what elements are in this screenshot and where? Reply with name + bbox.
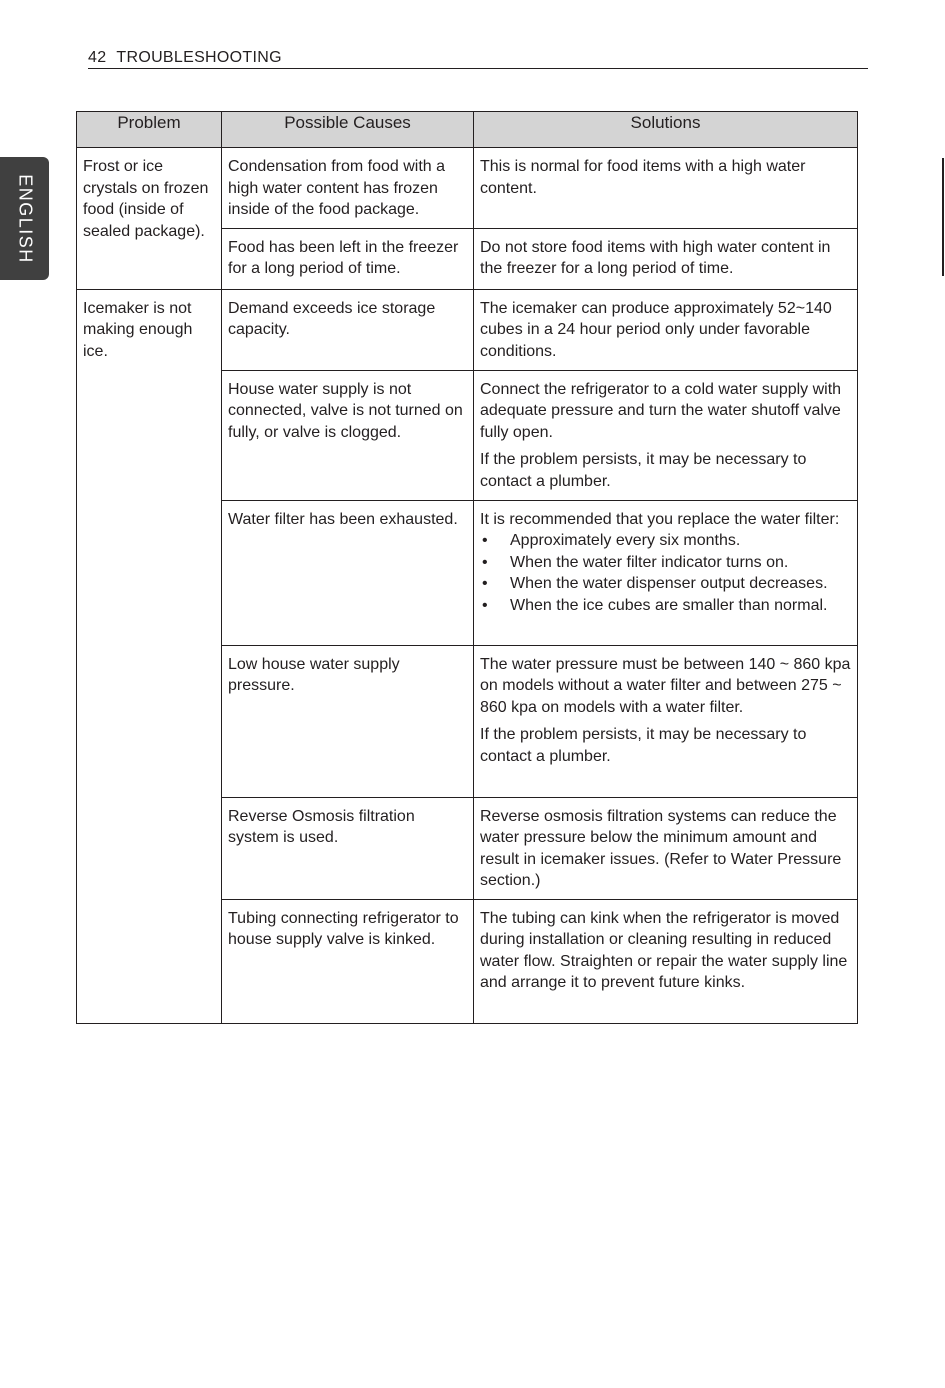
solution-text: The water pressure must be between 140 ~ 860 kpa on models without a water filter and between 275 ~ 860 kpa on models with a water filter. bbox=[480, 655, 851, 716]
solution-cell bbox=[474, 797, 858, 899]
solution-cell bbox=[474, 370, 858, 500]
solution-text: The icemaker can produce approximately 52~140 cubes in a 24 hour period only under favorable conditions. bbox=[480, 299, 832, 360]
table-row bbox=[77, 289, 858, 370]
problem-cell: Icemaker is not making enough ice. bbox=[77, 289, 222, 1023]
header-solutions: Solutions bbox=[474, 112, 858, 148]
list-item: • When the water dispenser output decreases. bbox=[480, 573, 851, 595]
page-number: 42 bbox=[88, 49, 107, 66]
solution-bullet-list bbox=[480, 530, 851, 616]
solution-text: Do not store food items with high water content in the freezer for a long period of time. bbox=[480, 238, 831, 277]
solution-text: This is normal for food items with a high water content. bbox=[480, 158, 806, 197]
cause-cell: Food has been left in the freezer for a long period of time. bbox=[222, 228, 474, 289]
list-item: • When the water filter indicator turns on. bbox=[480, 552, 851, 574]
page-header bbox=[88, 48, 868, 69]
solution-cell bbox=[474, 899, 858, 1023]
language-tab-label: ENGLISH bbox=[15, 173, 35, 264]
language-tab bbox=[0, 157, 49, 280]
solution-text: If the problem persists, it may be necessary to contact a plumber. bbox=[480, 726, 807, 765]
section-title: TROUBLESHOOTING bbox=[116, 49, 282, 66]
cause-cell: Demand exceeds ice storage capacity. bbox=[222, 289, 474, 370]
solution-text: If the problem persists, it may be necessary to contact a plumber. bbox=[480, 451, 807, 490]
problem-cell: Frost or ice crystals on frozen food (inside of sealed package). bbox=[77, 148, 222, 290]
cause-cell: Reverse Osmosis filtration system is used. bbox=[222, 797, 474, 899]
troubleshooting-table bbox=[76, 111, 858, 1024]
table-header-row bbox=[77, 112, 858, 148]
header-problem: Problem bbox=[77, 112, 222, 148]
list-item: • When the ice cubes are smaller than normal. bbox=[480, 595, 851, 617]
solution-cell bbox=[474, 500, 858, 645]
list-item: • Approximately every six months. bbox=[480, 530, 851, 552]
solution-cell bbox=[474, 228, 858, 289]
cause-cell: Condensation from food with a high water content has frozen inside of the food package. bbox=[222, 148, 474, 229]
cause-cell: Tubing connecting refrigerator to house supply valve is kinked. bbox=[222, 899, 474, 1023]
table-row bbox=[77, 148, 858, 229]
solution-cell bbox=[474, 289, 858, 370]
header-possible-causes: Possible Causes bbox=[222, 112, 474, 148]
solution-text: The tubing can kink when the refrigerator is moved during installation or cleaning resulting in reduced water flow. Straighten or repair the water supply line and arrange it to prevent future kinks. bbox=[480, 909, 848, 991]
cause-cell: Low house water supply pressure. bbox=[222, 645, 474, 797]
cause-cell: House water supply is not connected, valve is not turned on fully, or valve is clogged. bbox=[222, 370, 474, 500]
solution-text: It is recommended that you replace the water filter: bbox=[480, 510, 840, 528]
cause-cell: Water filter has been exhausted. bbox=[222, 500, 474, 645]
page-edge-mark bbox=[942, 158, 944, 276]
solution-text: Connect the refrigerator to a cold water supply with adequate pressure and turn the water shutoff valve fully open. bbox=[480, 380, 842, 441]
solution-cell bbox=[474, 645, 858, 797]
solution-cell bbox=[474, 148, 858, 229]
solution-text: Reverse osmosis filtration systems can reduce the water pressure below the minimum amount and result in icemaker issues. (Refer to Water Pressure section.) bbox=[480, 807, 842, 889]
